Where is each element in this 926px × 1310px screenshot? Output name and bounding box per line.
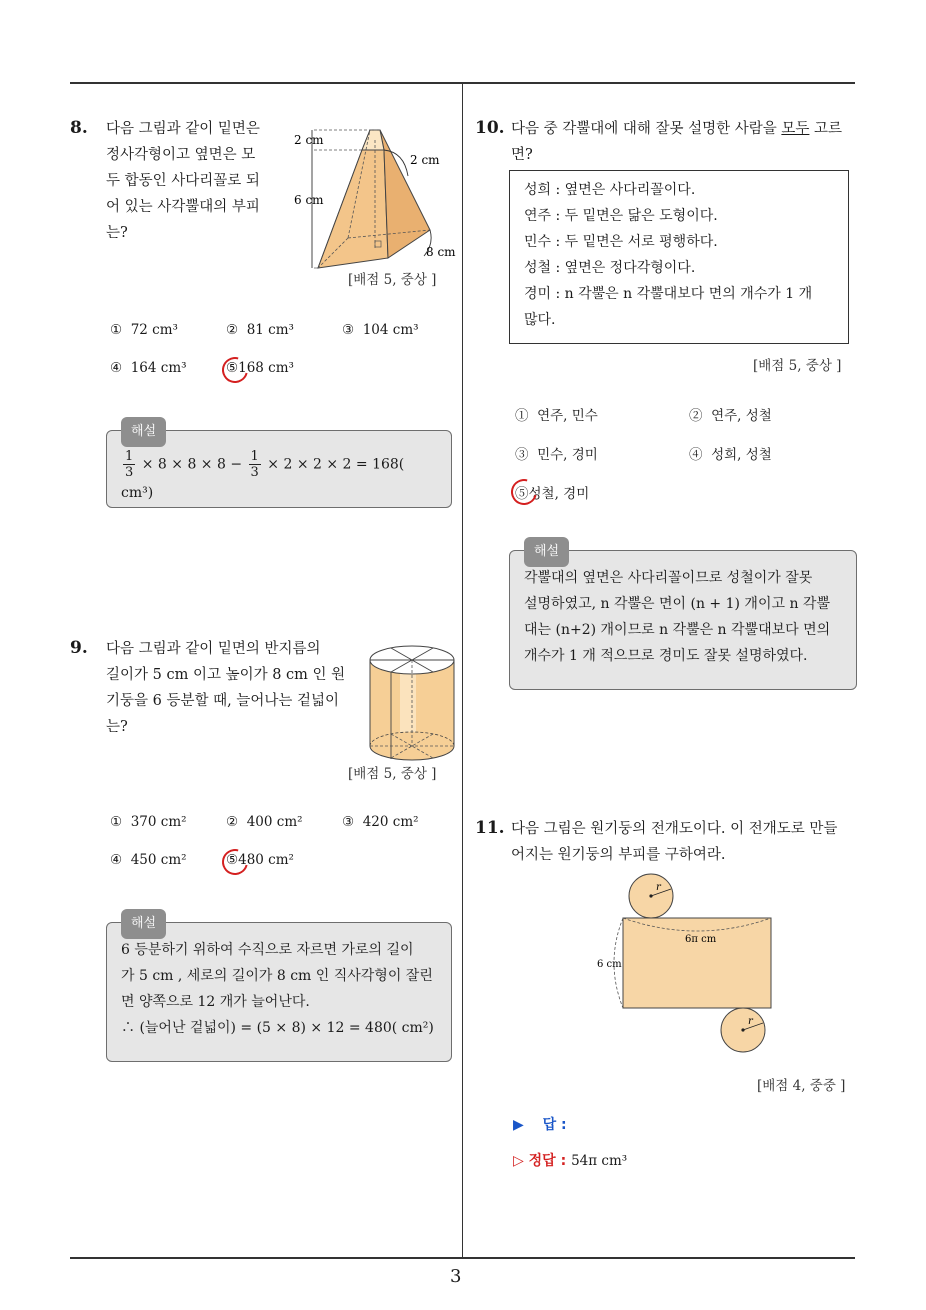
label-base: 8 cm (426, 245, 456, 259)
question-text (106, 116, 286, 246)
choice-2[interactable]: ② 연주, 성철 (689, 408, 772, 424)
correct-label: 정답 : (528, 1153, 567, 1169)
statement: 연주 : 두 밑면은 닮은 도형이다. (524, 208, 718, 224)
answer-line (513, 1114, 567, 1134)
question-number: 9. (70, 638, 88, 658)
answer-circle-mark (217, 352, 253, 388)
fraction: $\frac{1}{3}$ (125, 449, 134, 480)
choice-1[interactable]: ① 72 cm³ (110, 322, 178, 338)
label-net-height: 6 cm (597, 959, 622, 970)
statement: 성희 : 옆면은 사다리꼴이다. (524, 182, 696, 198)
fraction: $\frac{1}{3}$ (250, 449, 259, 480)
cylinder-net-figure (593, 872, 773, 1058)
statements-box (509, 170, 849, 344)
answer-circle-mark (506, 474, 542, 510)
text-line: 면 양쪽으로 12 개가 늘어난다. (121, 994, 310, 1010)
text-line: 다음 그림과 같이 밑면은 (106, 121, 260, 137)
frustum-figure (292, 118, 462, 273)
text-line: 는? (106, 719, 128, 735)
bottom-rule (70, 1257, 855, 1259)
text-line: ∴ (늘어난 겉넓이) = (5 × 8) × 12 = 480( cm²) (121, 1020, 434, 1036)
frustum-top-face (362, 130, 384, 150)
statement: 많다. (524, 312, 556, 328)
question-text (511, 816, 866, 868)
label-top-height: 2 cm (294, 133, 324, 147)
choice-5[interactable]: ⑤480 cm² (226, 852, 294, 868)
text-line: 어지는 원기둥의 부피를 구하여라. (511, 847, 726, 863)
label-circumference: 6π cm (685, 934, 717, 945)
answer-choices (110, 322, 450, 382)
correct-answer-line (513, 1150, 627, 1170)
label-slant: 2 cm (410, 153, 440, 167)
explanation-tag: 해설 (121, 909, 166, 939)
question-meta: [배점 5, 중상 ] (348, 272, 437, 288)
column-divider (462, 82, 463, 1258)
choice-3[interactable]: ③ 420 cm² (342, 814, 419, 830)
question-number: 11. (475, 818, 505, 838)
label-top-radius: r (656, 882, 661, 893)
choice-1[interactable]: ① 370 cm² (110, 814, 187, 830)
question-text (511, 116, 866, 168)
text-line: 다음 그림은 원기둥의 전개도이다. 이 전개도로 만들 (511, 821, 838, 837)
text-line: 다음 중 각뿔대에 대해 잘못 설명한 사람을 모두 고르 (511, 121, 843, 137)
cylinder-figure (366, 640, 458, 762)
net-rectangle (623, 918, 771, 1008)
text-line: 6 등분하기 위하여 수직으로 자르면 가로의 길이 (121, 942, 414, 958)
text-line: 면? (511, 147, 533, 163)
statement: 민수 : 두 밑면은 서로 평행하다. (524, 234, 718, 250)
text-line: 설명하였고, n 각뿔은 면이 (n + 1) 개이고 n 각뿔 (524, 596, 830, 612)
statement: 경미 : n 각뿔은 n 각뿔대보다 면의 개수가 1 개 (524, 286, 813, 302)
answer-circle-mark (217, 844, 253, 880)
frustum-right-face (380, 130, 430, 258)
frustum-front-face (318, 150, 388, 268)
text-line: 개수가 1 개 적으므로 경미도 잘못 설명하였다. (524, 648, 808, 664)
question-meta: [배점 5, 중상 ] (753, 358, 842, 374)
label-frustum-height: 6 cm (294, 193, 324, 207)
text-line: 두 합동인 사다리꼴로 되 (106, 173, 260, 189)
text-line: 각뿔대의 옆면은 사다리꼴이므로 성철이가 잘못 (524, 570, 813, 586)
text-line: 길이가 5 cm 이고 높이가 8 cm 인 원 (106, 667, 346, 683)
underlined-word: 모두 (781, 121, 810, 137)
explanation-tag: 해설 (524, 537, 569, 567)
explanation-box (509, 544, 857, 690)
text-line: 어 있는 사각뿔대의 부피 (106, 199, 260, 215)
choice-3[interactable]: ③ 민수, 경미 (515, 447, 598, 463)
page-number: 3 (450, 1266, 462, 1287)
answer-label: 답 : (542, 1117, 567, 1133)
choice-2[interactable]: ② 81 cm³ (226, 322, 294, 338)
answer-choices (110, 814, 450, 874)
correct-value: 54π cm³ (571, 1153, 628, 1169)
question-meta: [배점 4, 중중 ] (757, 1078, 846, 1094)
answer-choices (515, 404, 855, 504)
question-number: 8. (70, 118, 88, 138)
explanation-text (524, 565, 844, 669)
label-bottom-radius: r (748, 1016, 753, 1027)
question-text (106, 636, 366, 740)
explanation-box (106, 424, 452, 508)
answer-triangle-icon: ▶ (513, 1117, 524, 1133)
choice-1[interactable]: ① 연주, 민수 (515, 408, 598, 424)
text-line: 다음 그림과 같이 밑면의 반지름의 (106, 641, 321, 657)
explanation-text: $\frac{1}{3}$ × 8 × 8 × 8 − $\frac{1}{3}$ × 2 × 2 × 2 = 168( cm³) (121, 449, 405, 501)
text-line: 기둥을 6 등분할 때, 늘어나는 겉넓이 (106, 693, 339, 709)
explanation-box (106, 916, 452, 1062)
choice-2[interactable]: ② 400 cm² (226, 814, 303, 830)
choice-5[interactable]: ⑤168 cm³ (226, 360, 294, 376)
text-line: 대는 (n+2) 개이므로 n 각뿔은 n 각뿔대보다 면의 (524, 622, 831, 638)
explanation-text (121, 937, 439, 1041)
choice-5[interactable]: ⑤성철, 경미 (515, 482, 589, 502)
explanation-tag: 해설 (121, 417, 166, 447)
text-line: 가 5 cm , 세로의 길이가 8 cm 인 직사각형이 잘린 (121, 968, 433, 984)
statement: 성철 : 옆면은 정다각형이다. (524, 260, 696, 276)
choice-4[interactable]: ④ 164 cm³ (110, 360, 187, 376)
choice-4[interactable]: ④ 성희, 성철 (689, 447, 772, 463)
choice-3[interactable]: ③ 104 cm³ (342, 322, 419, 338)
question-meta: [배점 5, 중상 ] (348, 766, 437, 782)
correct-triangle-icon: ▷ (513, 1153, 524, 1169)
choice-4[interactable]: ④ 450 cm² (110, 852, 187, 868)
text-line: 정사각형이고 옆면은 모 (106, 147, 256, 163)
text-line: 는? (106, 225, 128, 241)
question-number: 10. (475, 118, 505, 138)
